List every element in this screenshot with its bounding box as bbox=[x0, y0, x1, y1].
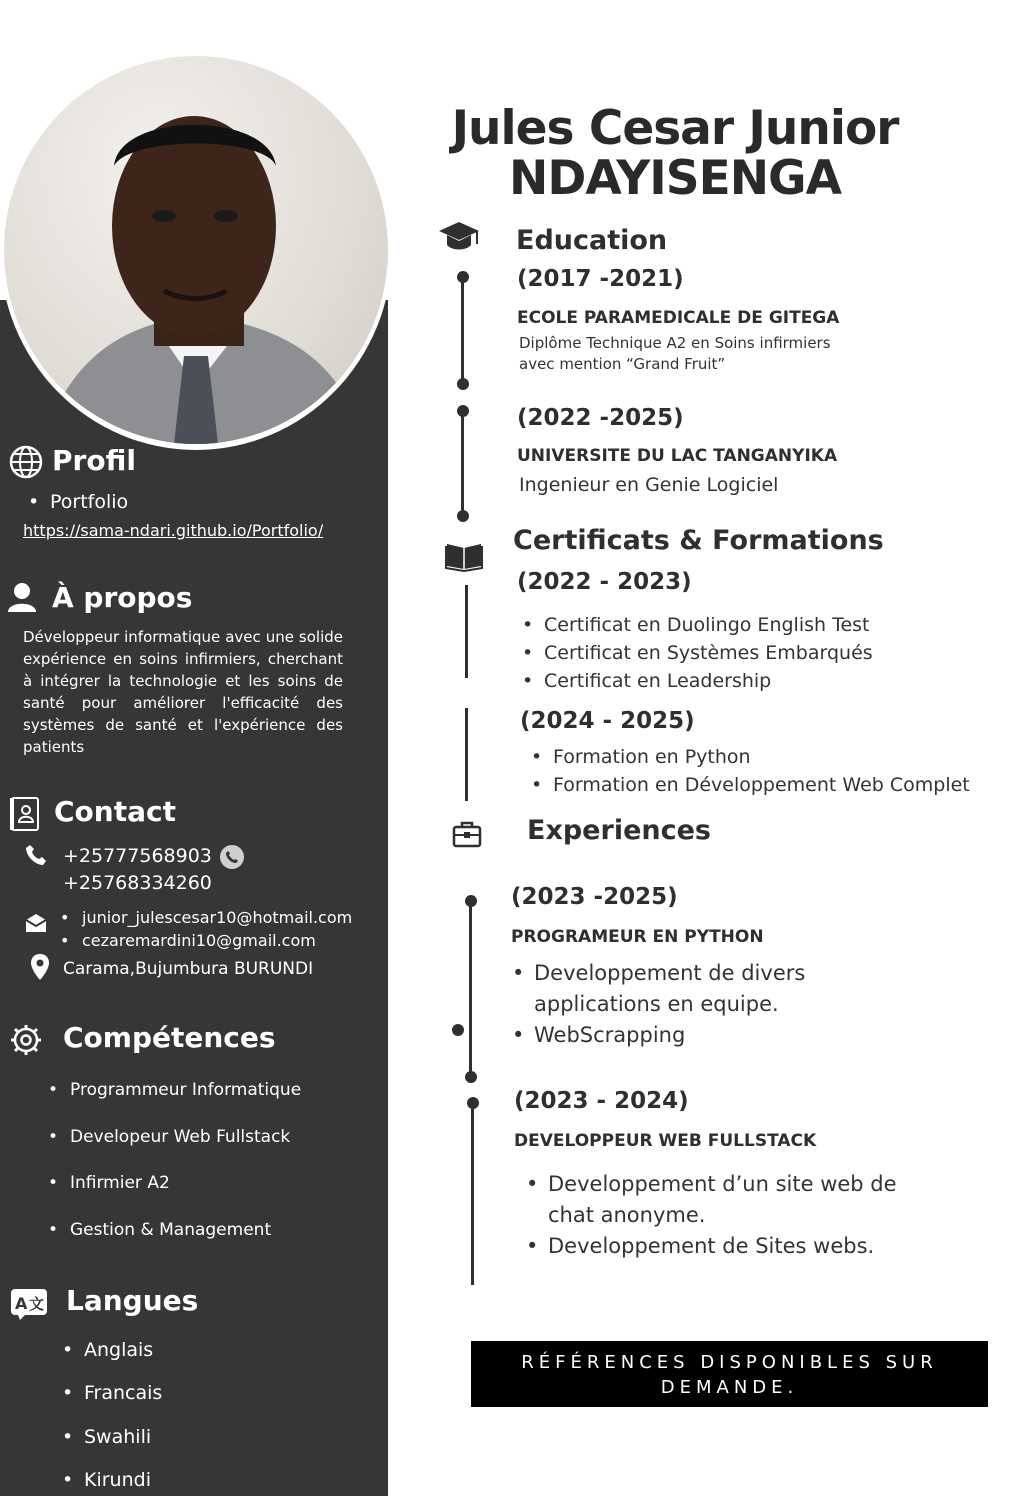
profile-photo bbox=[0, 50, 392, 450]
certification-years: (2022 - 2023) bbox=[517, 569, 692, 595]
envelope-icon bbox=[24, 912, 48, 934]
timeline-dot bbox=[457, 510, 469, 522]
language-item: • Swahili bbox=[62, 1426, 162, 1469]
experience-list bbox=[510, 958, 840, 1051]
experience-role: PROGRAMEUR EN PYTHON bbox=[511, 927, 764, 947]
location-pin-icon bbox=[30, 953, 50, 981]
open-book-icon bbox=[445, 540, 483, 572]
education-description bbox=[519, 333, 831, 375]
certification-years: (2024 - 2025) bbox=[520, 708, 695, 734]
portfolio-item: • Portfolio bbox=[28, 491, 128, 513]
svg-text:A: A bbox=[15, 1294, 28, 1313]
experience-role: DEVELOPPEUR WEB FULLSTACK bbox=[514, 1131, 817, 1151]
email-list bbox=[60, 906, 352, 952]
whatsapp-icon bbox=[219, 844, 245, 870]
languages-heading: Langues bbox=[66, 1284, 199, 1317]
about-heading: À propos bbox=[52, 581, 193, 614]
language-item: • Anglais bbox=[62, 1339, 162, 1382]
experience-years: (2023 - 2024) bbox=[514, 1088, 689, 1114]
certification-item: • Certificat en Duolingo English Test bbox=[520, 611, 873, 639]
education-desc-line: Diplôme Technique A2 en Soins infirmiers bbox=[519, 334, 831, 352]
phone-number-2[interactable]: +25768334260 bbox=[63, 872, 212, 894]
timeline-line bbox=[461, 411, 464, 515]
contact-book-icon bbox=[8, 796, 40, 832]
phone-icon bbox=[24, 843, 48, 867]
language-item: • Francais bbox=[62, 1382, 162, 1426]
portfolio-link[interactable]: https://sama-ndari.github.io/Portfolio/ bbox=[23, 521, 324, 540]
name-line-1: Jules Cesar Junior bbox=[451, 101, 899, 156]
experience-item: • Developpement de divers applications en equipe. bbox=[510, 958, 840, 1020]
experience-item: • Developpement de Sites webs. bbox=[524, 1231, 944, 1262]
education-desc-line: avec mention “Grand Fruit” bbox=[519, 355, 726, 373]
phone-number-1[interactable]: +25777568903 bbox=[63, 845, 212, 867]
experience-item: • Developpement d’un site web de chat anonyme. bbox=[524, 1169, 944, 1231]
certification-item: • Certificat en Leadership bbox=[520, 667, 873, 695]
languages-list bbox=[62, 1339, 162, 1491]
skill-item: • Infirmier A2 bbox=[48, 1173, 301, 1220]
translate-icon bbox=[10, 1288, 48, 1320]
education-heading: Education bbox=[516, 225, 668, 256]
certification-list bbox=[520, 611, 873, 695]
skills-heading: Compétences bbox=[63, 1021, 276, 1054]
user-icon bbox=[6, 581, 38, 613]
svg-text:文: 文 bbox=[29, 1295, 45, 1313]
experience-item: • WebScrapping bbox=[510, 1020, 840, 1051]
contact-heading: Contact bbox=[54, 795, 176, 828]
certification-item: • Certificat en Systèmes Embarqués bbox=[520, 639, 873, 667]
formation-list bbox=[529, 743, 970, 799]
education-school: UNIVERSITE DU LAC TANGANYIKA bbox=[517, 446, 838, 466]
globe-icon bbox=[8, 444, 44, 480]
education-desc-line: Ingenieur en Genie Logiciel bbox=[519, 474, 779, 496]
briefcase-icon bbox=[452, 820, 482, 848]
skill-item: • Gestion & Management bbox=[48, 1220, 301, 1240]
profile-list bbox=[28, 491, 128, 513]
address: Carama,Bujumbura BURUNDI bbox=[63, 959, 314, 979]
email-2[interactable]: • cezaremardini10@gmail.com bbox=[60, 929, 352, 952]
references-banner bbox=[471, 1341, 988, 1407]
name-line-2: NDAYISENGA bbox=[509, 151, 841, 206]
experience-years: (2023 -2025) bbox=[511, 884, 678, 910]
email-1[interactable]: • junior_julescesar10@hotmail.com bbox=[60, 906, 352, 929]
profile-heading: Profil bbox=[52, 444, 136, 477]
references-line-1: RÉFÉRENCES DISPONIBLES SUR bbox=[521, 1352, 938, 1373]
formation-item: • Formation en Python bbox=[529, 743, 970, 771]
skill-item: • Programmeur Informatique bbox=[48, 1080, 301, 1127]
language-item: • Kirundi bbox=[62, 1469, 162, 1491]
education-school: ECOLE PARAMEDICALE DE GITEGA bbox=[517, 308, 840, 328]
skill-item: • Developeur Web Fullstack bbox=[48, 1127, 301, 1173]
timeline-dot bbox=[457, 378, 469, 390]
full-name bbox=[410, 101, 940, 206]
timeline-line bbox=[471, 1103, 474, 1285]
formation-item: • Formation en Développement Web Complet bbox=[529, 771, 970, 799]
portrait-illustration bbox=[4, 56, 388, 444]
experience-list bbox=[524, 1169, 944, 1262]
timeline-dot bbox=[452, 1024, 464, 1036]
timeline-line bbox=[465, 708, 468, 801]
skills-list bbox=[48, 1080, 301, 1240]
timeline-line bbox=[461, 278, 464, 383]
about-text: Développeur informatique avec une solide expérience en soins infirmiers, cherchant à intégrer la technologie et les soins de santé pour améliorer l'efficacité des systèmes de santé et l'expérience des patients bbox=[23, 628, 343, 756]
certifications-heading: Certificats & Formations bbox=[513, 525, 884, 556]
gear-icon bbox=[9, 1023, 43, 1057]
graduation-cap-icon bbox=[438, 220, 480, 254]
education-years: (2017 -2021) bbox=[517, 266, 684, 292]
education-years: (2022 -2025) bbox=[517, 405, 684, 431]
experiences-heading: Experiences bbox=[527, 815, 711, 846]
timeline-line bbox=[469, 901, 472, 1077]
references-line-2: DEMANDE. bbox=[660, 1377, 799, 1398]
timeline-line bbox=[465, 585, 468, 678]
timeline-dot bbox=[465, 1071, 477, 1083]
